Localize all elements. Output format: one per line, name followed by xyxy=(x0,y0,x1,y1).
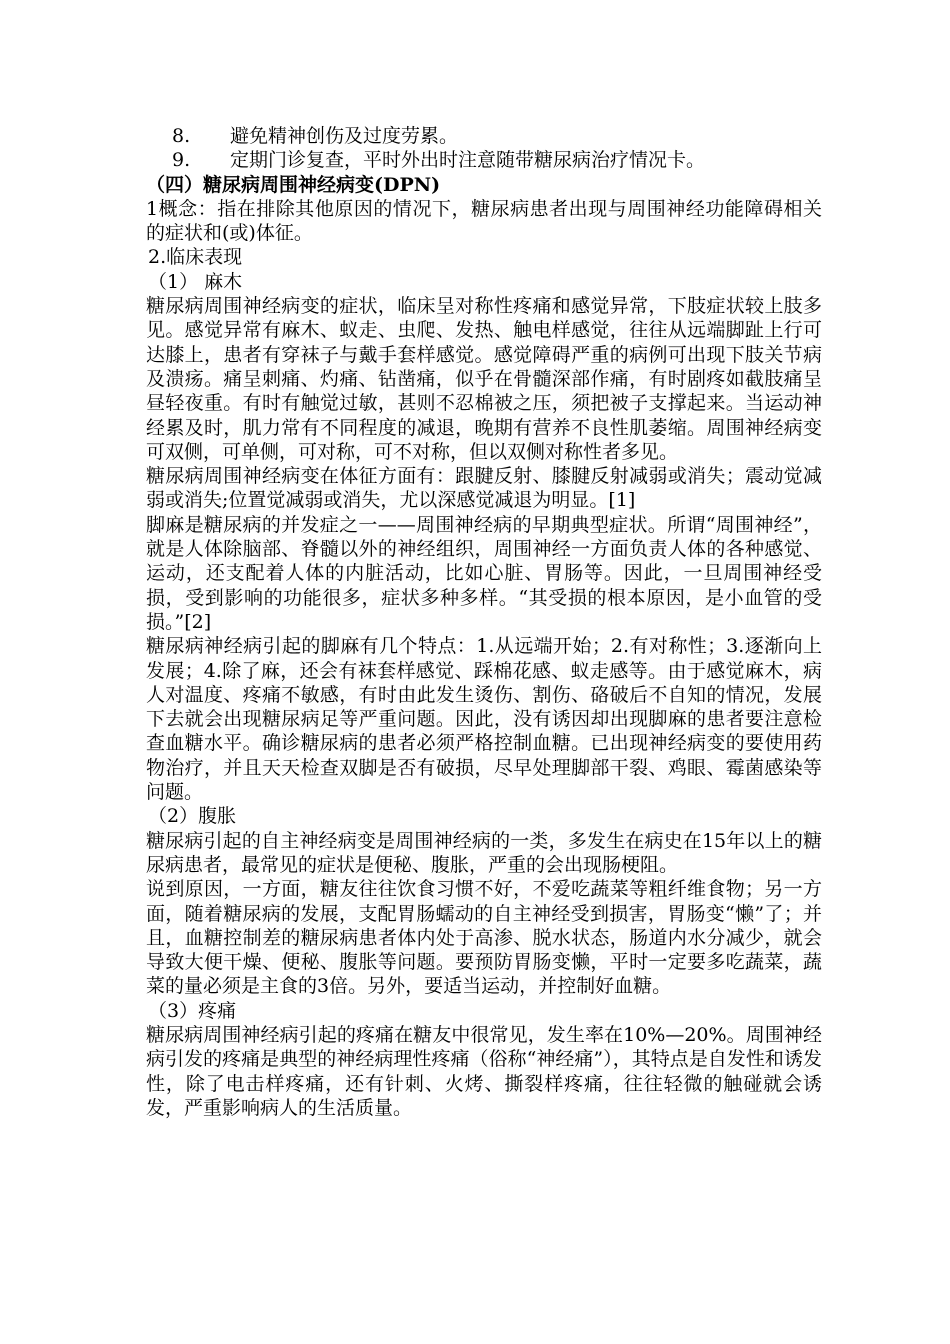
pain-paragraph-1: 糖尿病周围神经病引起的疼痛在糖友中很常见，发生率在10%—20%。周围神经病引发的疼痛是典型的神经病理性疼痛（俗称“神经痛”），其特点是自发性和诱发性，除了电击样疼痛，还有针刺、火烤、撕裂样疼痛，往往轻微的触碰就会诱发，严重影响病人的生活质量。 xyxy=(146,1023,822,1119)
list-item xyxy=(146,148,822,172)
clinical-heading: 2.临床表现 xyxy=(148,246,243,269)
numbness-paragraph-4: 糖尿病神经病引起的脚麻有几个特点：1.从远端开始；2.有对称性；3.逐渐向上发展；4.除了麻，还会有袜套样感觉、踩棉花感、蚁走感等。由于感觉麻木，病人对温度、疼痛不敏感，有时由此发生烫伤、割伤、硌破后不自知的情况，发展下去就会出现糖尿病足等严重问题。因此，没有诱因却出现脚麻的患者要注意检查血糖水平。确诊糖尿病的患者必须严格控制血糖。已出现神经病变的要使用药物治疗，并且天天检查双脚是否有破损，尽早处理脚部干裂、鸡眼、霉菌感染等问题。 xyxy=(146,635,822,804)
list-item-number: 9. xyxy=(172,149,191,172)
document-body xyxy=(146,124,822,1120)
bloating-heading: （2）腹胀 xyxy=(148,805,237,828)
concept-paragraph: 1概念：指在排除其他原因的情况下，糖尿病患者出现与周围神经功能障碍相关的症状和(或)体征。 xyxy=(146,197,822,245)
list-item-number: 8. xyxy=(172,125,191,147)
pain-heading: （3）疼痛 xyxy=(148,999,237,1022)
list-item xyxy=(146,124,822,148)
section-heading: （四）糖尿病周围神经病变(DPN) xyxy=(146,173,441,196)
numbness-heading: （1） 麻木 xyxy=(148,270,243,293)
list-item-text: 定期门诊复查，平时外出时注意随带糖尿病治疗情况卡。 xyxy=(230,149,706,172)
bloating-paragraph-2: 说到原因，一方面，糖友往往饮食习惯不好，不爱吃蔬菜等粗纤维食物；另一方面，随着糖尿病的发展，支配胃肠蠕动的自主神经受到损害，胃肠变“懒”了；并且，血糖控制差的糖尿病患者体内处于高渗、脱水状态，肠道内水分减少，就会导致大便干燥、便秘、腹胀等问题。要预防胃肠变懒，平时一定要多吃蔬菜，蔬菜的量必须是主食的3倍。另外，要适当运动，并控制好血糖。 xyxy=(146,878,822,998)
bloating-paragraph-1: 糖尿病引起的自主神经病变是周围神经病的一类，多发生在病史在15年以上的糖尿病患者，最常见的症状是便秘、腹胀，严重的会出现肠梗阻。 xyxy=(146,829,822,876)
list-item-text: 避免精神创伤及过度劳累。 xyxy=(230,125,459,147)
numbness-paragraph-1: 糖尿病周围神经病变的症状，临床呈对称性疼痛和感觉异常，下肢症状较上肢多见。感觉异常有麻木、蚁走、虫爬、发热、触电样感觉，往往从远端脚趾上行可达膝上，患者有穿袜子与戴手套样感觉。感觉障碍严重的病例可出现下肢关节病及溃疡。痛呈刺痛、灼痛、钻凿痛，似乎在骨髓深部作痛，有时剧疼如截肢痛呈昼轻夜重。有时有触觉过敏，甚则不忍棉被之压，须把被子支撑起来。当运动神经累及时，肌力常有不同程度的减退，晚期有营养不良性肌萎缩。周围神经病变可双侧，可单侧，可对称，可不对称，但以双侧对称性者多见。 xyxy=(146,295,822,463)
numbness-paragraph-2: 糖尿病周围神经病变在体征方面有：跟腱反射、膝腱反射减弱或消失；震动觉减弱或消失;位置觉减弱或消失，尤以深感觉减退为明显。[1] xyxy=(146,465,822,512)
numbness-paragraph-3: 脚麻是糖尿病的并发症之一——周围神经病的早期典型症状。所谓“周围神经”，就是人体除脑部、脊髓以外的神经组织，周围神经一方面负责人体的各种感觉、运动，还支配着人体的内脏活动，比如心脏、胃肠等。因此，一旦周围神经受损，受到影响的功能很多，症状多种多样。“其受损的根本原因，是小血管的受损。”[2] xyxy=(146,513,822,633)
